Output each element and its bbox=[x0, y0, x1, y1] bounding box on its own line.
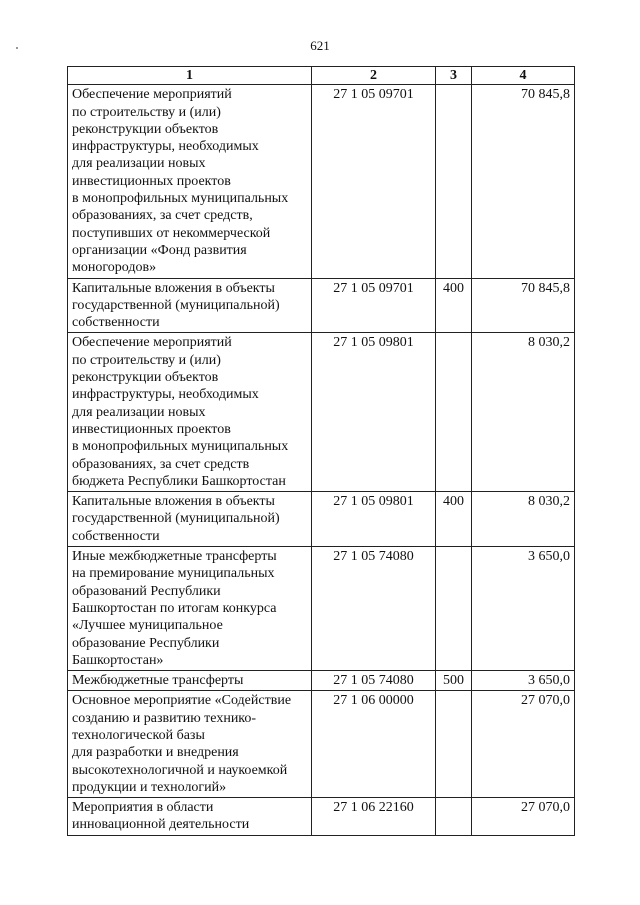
row-amount: 27 070,0 bbox=[472, 691, 575, 798]
scan-speck bbox=[16, 47, 18, 49]
header-col-3: 3 bbox=[436, 67, 472, 85]
table-row bbox=[68, 547, 575, 671]
row-amount: 3 650,0 bbox=[472, 671, 575, 691]
table-row bbox=[68, 798, 575, 836]
row-code: 27 1 05 74080 bbox=[312, 671, 436, 691]
row-name: Мероприятия в области инновационной деятельности bbox=[68, 798, 312, 836]
table-row bbox=[68, 85, 575, 278]
row-name: Межбюджетные трансферты bbox=[68, 671, 312, 691]
row-amount: 70 845,8 bbox=[472, 85, 575, 278]
row-amount: 8 030,2 bbox=[472, 492, 575, 547]
page-number: 621 bbox=[310, 38, 330, 53]
header-col-2: 2 bbox=[312, 67, 436, 85]
row-code: 27 1 05 09701 bbox=[312, 85, 436, 278]
budget-table bbox=[67, 66, 575, 836]
row-name: Иные межбюджетные трансферты на премирование муниципальных образований Республики Башкортостан по итогам конкурса «Лучшее муниципальное образование Республики Башкортостан» bbox=[68, 547, 312, 671]
row-type bbox=[436, 691, 472, 798]
row-code: 27 1 05 09801 bbox=[312, 333, 436, 492]
row-type bbox=[436, 798, 472, 836]
row-amount: 8 030,2 bbox=[472, 333, 575, 492]
row-amount: 3 650,0 bbox=[472, 547, 575, 671]
row-amount: 70 845,8 bbox=[472, 278, 575, 333]
table-row bbox=[68, 671, 575, 691]
table-row bbox=[68, 691, 575, 798]
row-type: 400 bbox=[436, 278, 472, 333]
header-col-4: 4 bbox=[472, 67, 575, 85]
row-type: 500 bbox=[436, 671, 472, 691]
row-name: Капитальные вложения в объекты государственной (муниципальной) собственности bbox=[68, 492, 312, 547]
row-name: Обеспечение мероприятий по строительству и (или) реконструкции объектов инфраструктуры, необходимых для реализации новых инвестиционных проектов в монопрофильных муниципальных образованиях, за счет средств бюджета Республики Башкортостан bbox=[68, 333, 312, 492]
row-type bbox=[436, 333, 472, 492]
row-type bbox=[436, 547, 472, 671]
table-row bbox=[68, 333, 575, 492]
header-col-1: 1 bbox=[68, 67, 312, 85]
row-code: 27 1 06 00000 bbox=[312, 691, 436, 798]
row-type: 400 bbox=[436, 492, 472, 547]
table-row bbox=[68, 492, 575, 547]
row-name: Основное мероприятие «Содействие созданию и развитию технико- технологической базы для разработки и внедрения высокотехнологичной и наукоемкой продукции и технологий» bbox=[68, 691, 312, 798]
row-amount: 27 070,0 bbox=[472, 798, 575, 836]
row-name: Обеспечение мероприятий по строительству и (или) реконструкции объектов инфраструктуры, необходимых для реализации новых инвестиционных проектов в монопрофильных муниципальных образованиях, за счет средств, поступивших от некоммерческой организации «Фонд развития моногородов» bbox=[68, 85, 312, 278]
table-row bbox=[68, 278, 575, 333]
row-name: Капитальные вложения в объекты государственной (муниципальной) собственности bbox=[68, 278, 312, 333]
row-code: 27 1 05 09801 bbox=[312, 492, 436, 547]
row-code: 27 1 05 74080 bbox=[312, 547, 436, 671]
table-header-row bbox=[68, 67, 575, 85]
row-code: 27 1 05 09701 bbox=[312, 278, 436, 333]
row-type bbox=[436, 85, 472, 278]
row-code: 27 1 06 22160 bbox=[312, 798, 436, 836]
